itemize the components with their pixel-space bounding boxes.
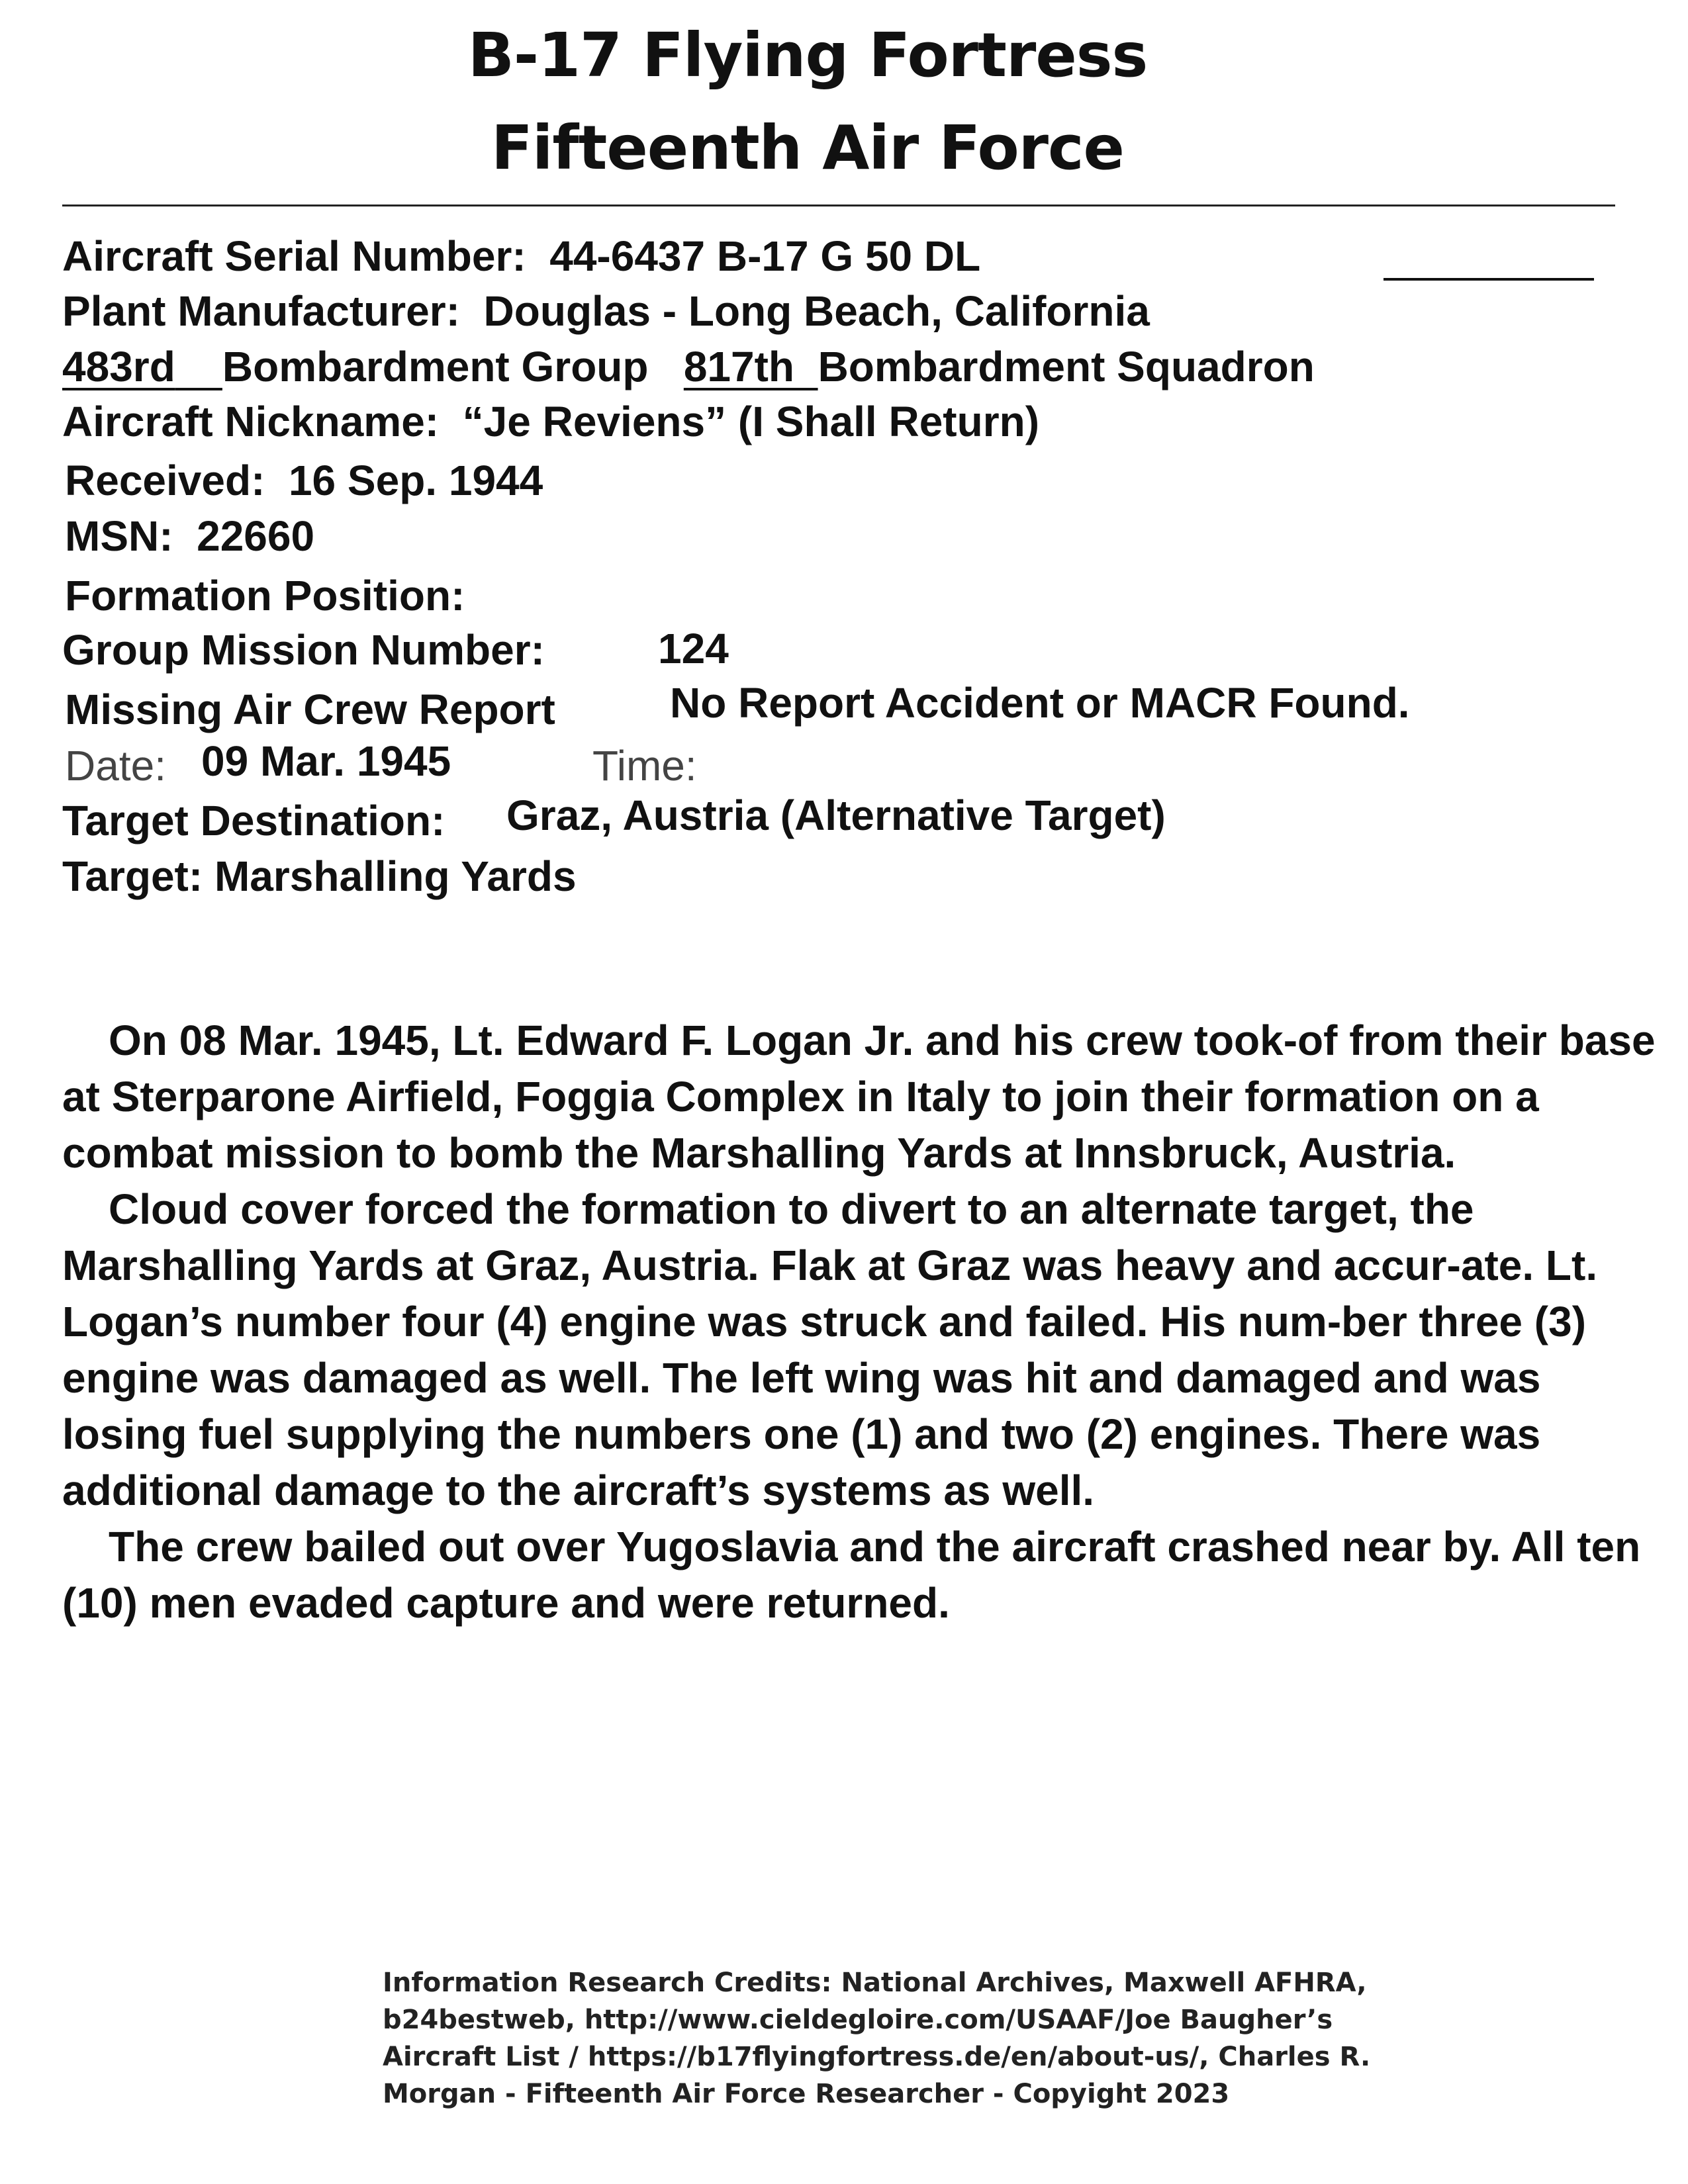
credits-line-3: Aircraft List / https://b17flyingfortress.de/en/about-us/, Charles R.: [383, 2042, 1371, 2072]
document-title-line2: Fifteenth Air Force: [491, 113, 1124, 183]
received-label: Received:: [65, 457, 265, 504]
narrative-paragraph-2: Cloud cover forced the formation to divert to an alternate target, the Marshalling Yards at Graz, Austria. Flak at Graz was heavy and accur-ate. Lt. Logan’s number four (4) engine was struck and failed. His num-ber three (3) engine was damaged as well. The left wing was hit and damaged and was losing fuel supplying the numbers one (1) and two (2) engines. There was additional damage to the aircraft’s systems as well.: [62, 1185, 1598, 1514]
msn-value: 22660: [197, 512, 315, 560]
serial-blank: [1383, 278, 1594, 281]
target-label: Target:: [62, 852, 203, 900]
mission-row: [62, 626, 545, 674]
narrative-paragraph-3: The crew bailed out over Yugoslavia and the aircraft crashed near by. All ten (10) men evaded capture and were returned.: [62, 1523, 1641, 1627]
group-label: Bombardment Group: [222, 343, 649, 390]
time-label: Time:: [592, 742, 697, 790]
serial-label: Aircraft Serial Number:: [62, 232, 526, 280]
manufacturer-row: [62, 287, 1150, 335]
received-row: [65, 459, 543, 502]
narrative-paragraph-1: On 08 Mar. 1945, Lt. Edward F. Logan Jr. and his crew took-of from their base at Sterparone Airfield, Foggia Complex in Italy to join their formation on a combat mission to bomb the Marshalling Yards at Innsbruck, Austria.: [62, 1017, 1656, 1177]
destination-value: Graz, Austria (Alternative Target): [506, 792, 1166, 839]
received-value: 16 Sep. 1944: [288, 457, 543, 504]
credits-line-4: Morgan - Fifteenth Air Force Researcher - Copyight 2023: [383, 2079, 1230, 2109]
formation-row: [65, 574, 465, 617]
formation-label: Formation Position:: [65, 572, 465, 619]
group-squadron-row: [62, 345, 1315, 388]
mission-label: Group Mission Number:: [62, 626, 545, 674]
credits-line-2: b24bestweb, http://www.cieldegloire.com/USAAF/Joe Baugher’s: [383, 2005, 1333, 2035]
serial-value: 44-6437 B-17 G 50 DL: [549, 232, 981, 280]
macr-label: Missing Air Crew Report: [65, 686, 555, 733]
narrative: [62, 1013, 1664, 1631]
nickname-label: Aircraft Nickname:: [62, 398, 440, 445]
macr-value: No Report Accident or MACR Found.: [670, 679, 1410, 727]
document-title-line1: B-17 Flying Fortress: [467, 20, 1148, 91]
msn-row: [65, 512, 315, 560]
serial-row: [62, 232, 981, 280]
nickname-row: [62, 400, 1039, 443]
group-number: 483rd: [62, 343, 175, 390]
date-label: Date:: [65, 742, 166, 790]
squadron-number: 817th: [683, 343, 794, 390]
manufacturer-label: Plant Manufacturer:: [62, 287, 460, 335]
destination-row: [62, 799, 445, 842]
mission-value: 124: [658, 625, 729, 672]
squadron-label: Bombardment Squadron: [818, 343, 1315, 390]
nickname-value: “Je Reviens” (I Shall Return): [462, 398, 1039, 445]
destination-label: Target Destination:: [62, 797, 445, 844]
date-value: 09 Mar. 1945: [201, 737, 451, 785]
macr-row: [65, 688, 555, 731]
msn-label: MSN:: [65, 512, 173, 560]
target-row: [62, 852, 577, 900]
target-value: Marshalling Yards: [214, 852, 577, 900]
research-credits: [383, 1964, 1376, 2113]
title-divider: [62, 205, 1615, 206]
manufacturer-value: Douglas - Long Beach, California: [483, 287, 1150, 335]
credits-line-1: Information Research Credits: National Archives, Maxwell AFHRA,: [383, 1968, 1367, 1998]
